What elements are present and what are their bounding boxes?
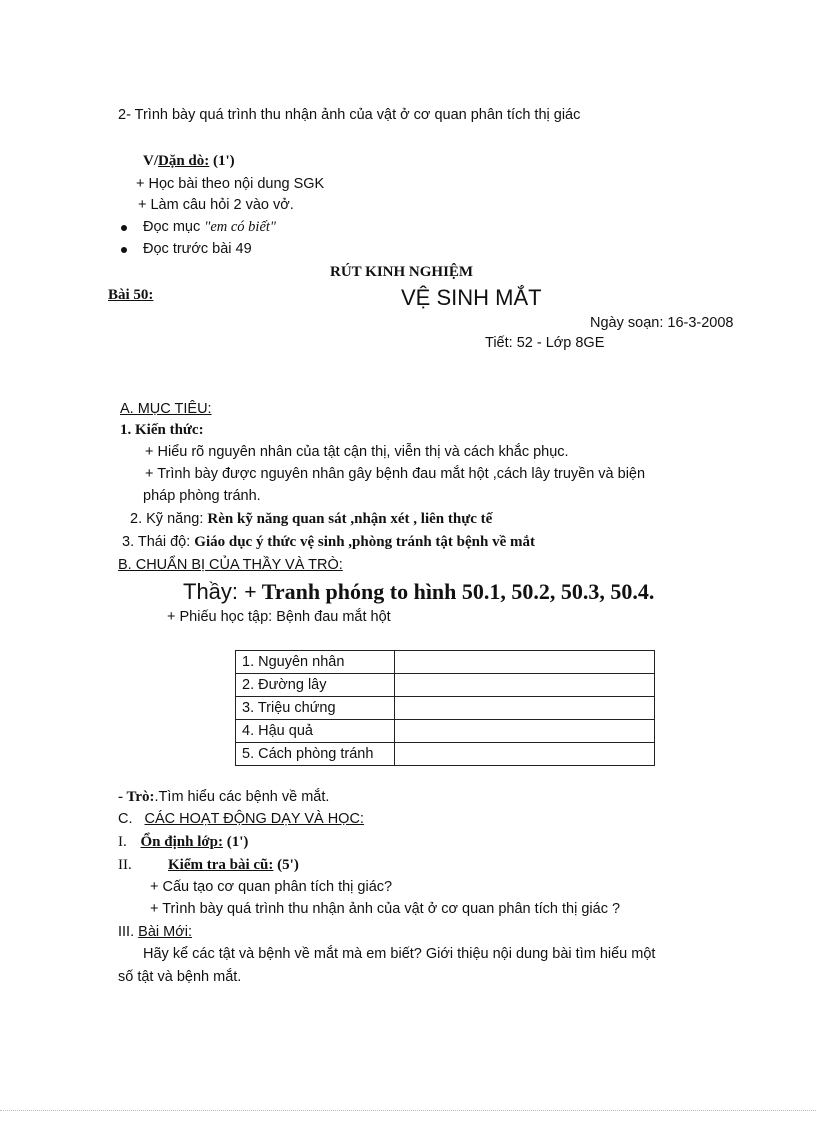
section-a-heading: A. MỤC TIÊU: xyxy=(120,401,212,417)
part-iii-line xyxy=(118,923,192,941)
knowledge-item-1: + Hiểu rõ nguyên nhân của tật cận thị, viễn thị và cách khắc phục. xyxy=(145,444,569,460)
table-row-value xyxy=(395,697,655,720)
table-row-label: 2. Đường lây xyxy=(236,674,395,697)
student-prep-line xyxy=(118,788,329,806)
student-prep-text: .Tìm hiểu các bệnh về mắt. xyxy=(154,789,330,805)
knowledge-label: 1. Kiến thức: xyxy=(120,422,204,438)
rut-kinh-nghiem: RÚT KINH NGHIỆM xyxy=(330,264,474,280)
part-iii-number: III. xyxy=(118,924,135,940)
knowledge-item-2-cont: pháp phòng tránh. xyxy=(143,488,261,504)
attitude-text: Giáo dục ý thức vệ sinh ,phòng tránh tật bệnh về mắt xyxy=(194,534,535,550)
attitude-label: 3. Thái độ: xyxy=(122,534,195,550)
table-row-label: 5. Cách phòng tránh xyxy=(236,743,395,766)
table-row-label: 1. Nguyên nhân xyxy=(236,651,395,674)
review-question-structure: + Cấu tạo cơ quan phân tích thị giác? xyxy=(150,879,393,895)
section-b-heading: B. CHUẨN BỊ CỦA THẦY VÀ TRÒ: xyxy=(118,557,343,573)
homework-item-3-italic: "em có biết" xyxy=(204,219,277,235)
lesson-number: Bài 50: xyxy=(108,287,154,303)
teacher-label: Thầy: xyxy=(183,579,245,604)
page-bottom-divider xyxy=(0,1110,816,1111)
section-c-number: C. xyxy=(118,811,133,827)
lesson-title: VỆ SINH MẮT xyxy=(401,285,542,310)
table-row xyxy=(236,651,655,674)
skills-text: Rèn kỹ năng quan sát ,nhận xét , liên thực tế xyxy=(207,511,493,527)
table-row xyxy=(236,674,655,697)
homework-item-4: Đọc trước bài 49 xyxy=(143,241,252,257)
review-question-2: 2- Trình bày quá trình thu nhận ảnh của vật ở cơ quan phân tích thị giác xyxy=(118,107,581,123)
part-i-time: (1') xyxy=(223,834,249,850)
skills-label: 2. Kỹ năng: xyxy=(130,511,208,527)
table-row xyxy=(236,697,655,720)
intro-paragraph-line-2: số tật và bệnh mắt. xyxy=(118,969,242,985)
dando-heading xyxy=(143,152,235,170)
section-c-heading: CÁC HOẠT ĐỘNG DẠY VÀ HỌC: xyxy=(144,811,364,827)
table-row-label: 3. Triệu chứng xyxy=(236,697,395,720)
homework-item-2: + Làm câu hỏi 2 vào vở. xyxy=(138,197,294,213)
part-ii-line xyxy=(168,856,299,874)
bullet-icon xyxy=(121,247,127,253)
dando-prefix: V/ xyxy=(143,153,158,169)
part-ii-label: Kiểm tra bài cũ: xyxy=(168,857,274,873)
teacher-prep-line xyxy=(183,579,654,605)
part-ii-number: II. xyxy=(118,857,132,873)
homework-item-3-text: Đọc mục xyxy=(143,219,205,235)
teacher-prep-text: + Tranh phóng to hình 50.1, 50.2, 50.3, 50.4. xyxy=(244,579,655,604)
dando-label: Dặn dò: xyxy=(158,153,210,169)
worksheet-table xyxy=(235,650,655,766)
table-row-value xyxy=(395,720,655,743)
table-row-value xyxy=(395,674,655,697)
skills-line xyxy=(130,510,492,528)
worksheet-title: + Phiếu học tập: Bệnh đau mắt hột xyxy=(167,609,391,625)
part-i-label: Ổn định lớp: xyxy=(140,834,224,850)
part-iii-label: Bài Mới: xyxy=(138,924,192,940)
lesson-date: Ngày soạn: 16-3-2008 xyxy=(590,315,734,331)
homework-item-1: + Học bài theo nội dung SGK xyxy=(136,176,325,192)
student-label: - Trò: xyxy=(118,789,155,805)
intro-paragraph-line-1: Hãy kể các tật và bệnh về mắt mà em biết? Giới thiệu nội dung bài tìm hiểu một xyxy=(143,946,656,962)
attitude-line xyxy=(122,533,535,551)
table-row-value xyxy=(395,651,655,674)
table-row xyxy=(236,743,655,766)
lesson-period-class: Tiết: 52 - Lớp 8GE xyxy=(485,335,605,351)
review-question-process: + Trình bày quá trình thu nhận ảnh của vật ở cơ quan phân tích thị giác ? xyxy=(150,901,621,917)
bullet-icon xyxy=(121,225,127,231)
table-row-label: 4. Hậu quả xyxy=(236,720,395,743)
part-i-number: I. xyxy=(118,834,127,850)
homework-item-3 xyxy=(143,218,276,236)
section-c-heading-line xyxy=(118,810,364,828)
dando-time: (1') xyxy=(209,153,235,169)
knowledge-item-2: + Trình bày được nguyên nhân gây bệnh đau mắt hột ,cách lây truyền và biện xyxy=(145,466,646,482)
table-row-value xyxy=(395,743,655,766)
part-i-line xyxy=(118,833,248,851)
part-ii-time: (5') xyxy=(273,857,299,873)
table-row xyxy=(236,720,655,743)
